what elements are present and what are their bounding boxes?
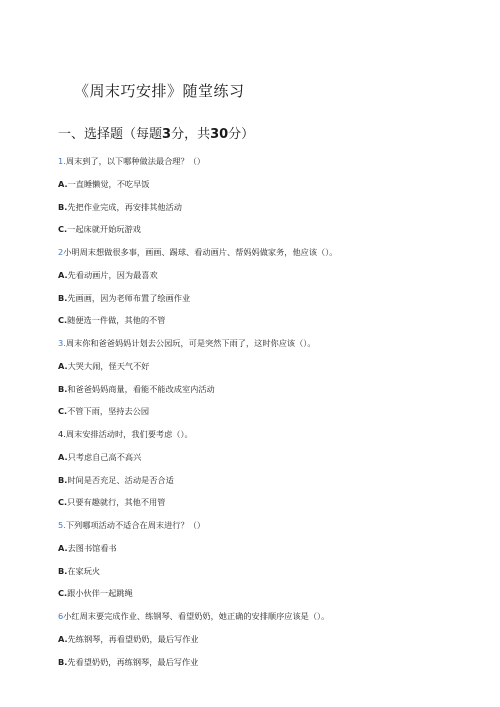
option-text: 时间是否充足、活动是否合适 — [67, 474, 174, 485]
option-4b — [58, 473, 478, 496]
option-letter: C. — [58, 406, 68, 417]
option-text: 只要有趣就行，其他不用管 — [67, 497, 166, 508]
option-2c — [58, 313, 478, 336]
section-points-each: 3 — [162, 127, 172, 142]
option-4c — [58, 495, 478, 518]
option-letter: C. — [58, 588, 68, 599]
option-letter: B. — [58, 565, 68, 576]
option-text: 先把作业完成，再安排其他活动 — [67, 201, 182, 212]
question-text: 小明周末想做很多事，画画、踢球、看动画片、帮妈妈做家务，他应该（）。 — [63, 247, 338, 257]
section-heading — [58, 123, 254, 142]
option-text: 先画画，因为老师布置了绘画作业 — [67, 292, 191, 303]
option-text: 随便选一件做，其他的不管 — [67, 315, 166, 326]
option-letter: B. — [58, 383, 68, 394]
option-3a — [58, 359, 478, 382]
option-1a — [58, 177, 478, 200]
option-4a — [58, 450, 478, 473]
question-text: 下列哪项活动不适合在周末进行？（） — [65, 520, 206, 530]
option-text: 去图书馆看书 — [67, 542, 117, 553]
question-1 — [58, 154, 478, 177]
option-letter: C. — [58, 224, 68, 235]
option-text: 先看望奶奶，再练钢琴，最后写作业 — [67, 656, 199, 667]
option-3b — [58, 382, 478, 405]
option-letter: A. — [58, 633, 68, 644]
section-heading-mid: 分，共 — [171, 127, 211, 142]
question-text: 周末你和爸爸妈妈计划去公园玩，可是突然下雨了，这时你应该（）。 — [65, 338, 316, 348]
option-text: 大哭大闹，怪天气不好 — [67, 360, 150, 371]
question-text: 周末到了，以下哪种做法最合理？（） — [65, 156, 206, 166]
option-6b — [58, 655, 478, 678]
option-2b — [58, 291, 478, 314]
option-3c — [58, 404, 478, 427]
option-text: 一直睡懒觉，不吃早饭 — [67, 178, 150, 189]
option-5c — [58, 586, 478, 609]
question-number: 5. — [58, 520, 66, 530]
question-4 — [58, 427, 478, 450]
option-letter: C. — [58, 497, 68, 508]
option-text: 在家玩火 — [67, 565, 101, 576]
option-text: 一起床就开始玩游戏 — [67, 224, 141, 235]
question-number: 4. — [58, 429, 66, 439]
question-3 — [58, 336, 478, 359]
option-1b — [58, 200, 478, 223]
option-text: 和爸爸妈妈商量，看能不能改成室内活动 — [67, 383, 215, 394]
section-heading-suffix: 分） — [228, 127, 255, 142]
option-text: 不管下雨，坚持去公园 — [67, 406, 150, 417]
option-letter: B. — [58, 474, 68, 485]
option-text: 跟小伙伴一起跳绳 — [67, 588, 133, 599]
question-number: 1. — [58, 156, 66, 166]
question-number: 6 — [58, 611, 64, 621]
document-title: 《周末巧安排》随堂练习 — [74, 82, 245, 100]
option-letter: B. — [58, 201, 68, 212]
option-letter: C. — [58, 315, 68, 326]
option-6a — [58, 632, 478, 655]
option-text: 先看动画片，因为最喜欢 — [67, 269, 158, 280]
question-text: 周末安排活动时，我们要考虑（）。 — [65, 429, 193, 439]
option-2a — [58, 268, 478, 291]
option-text: 先练钢琴，再看望奶奶，最后写作业 — [67, 633, 199, 644]
option-1c — [58, 222, 478, 245]
option-5a — [58, 541, 478, 564]
question-6 — [58, 609, 478, 632]
question-list — [58, 154, 478, 677]
question-5 — [58, 518, 478, 541]
option-letter: B. — [58, 656, 68, 667]
option-letter: A. — [58, 451, 68, 462]
option-5b — [58, 564, 478, 587]
option-letter: B. — [58, 292, 68, 303]
option-letter: A. — [58, 360, 68, 371]
question-number: 2 — [58, 247, 64, 257]
section-heading-prefix: 一、选择题（每题 — [58, 127, 163, 142]
option-text: 只考虑自己高不高兴 — [67, 451, 142, 462]
section-points-total: 30 — [210, 127, 229, 142]
question-number: 3. — [58, 338, 66, 348]
question-text: 小红周末要完成作业、练钢琴、看望奶奶，她正确的安排顺序应该是（）。 — [63, 611, 330, 621]
option-letter: A. — [58, 542, 68, 553]
question-2 — [58, 245, 478, 268]
option-letter: A. — [58, 269, 68, 280]
option-letter: A. — [58, 178, 68, 189]
